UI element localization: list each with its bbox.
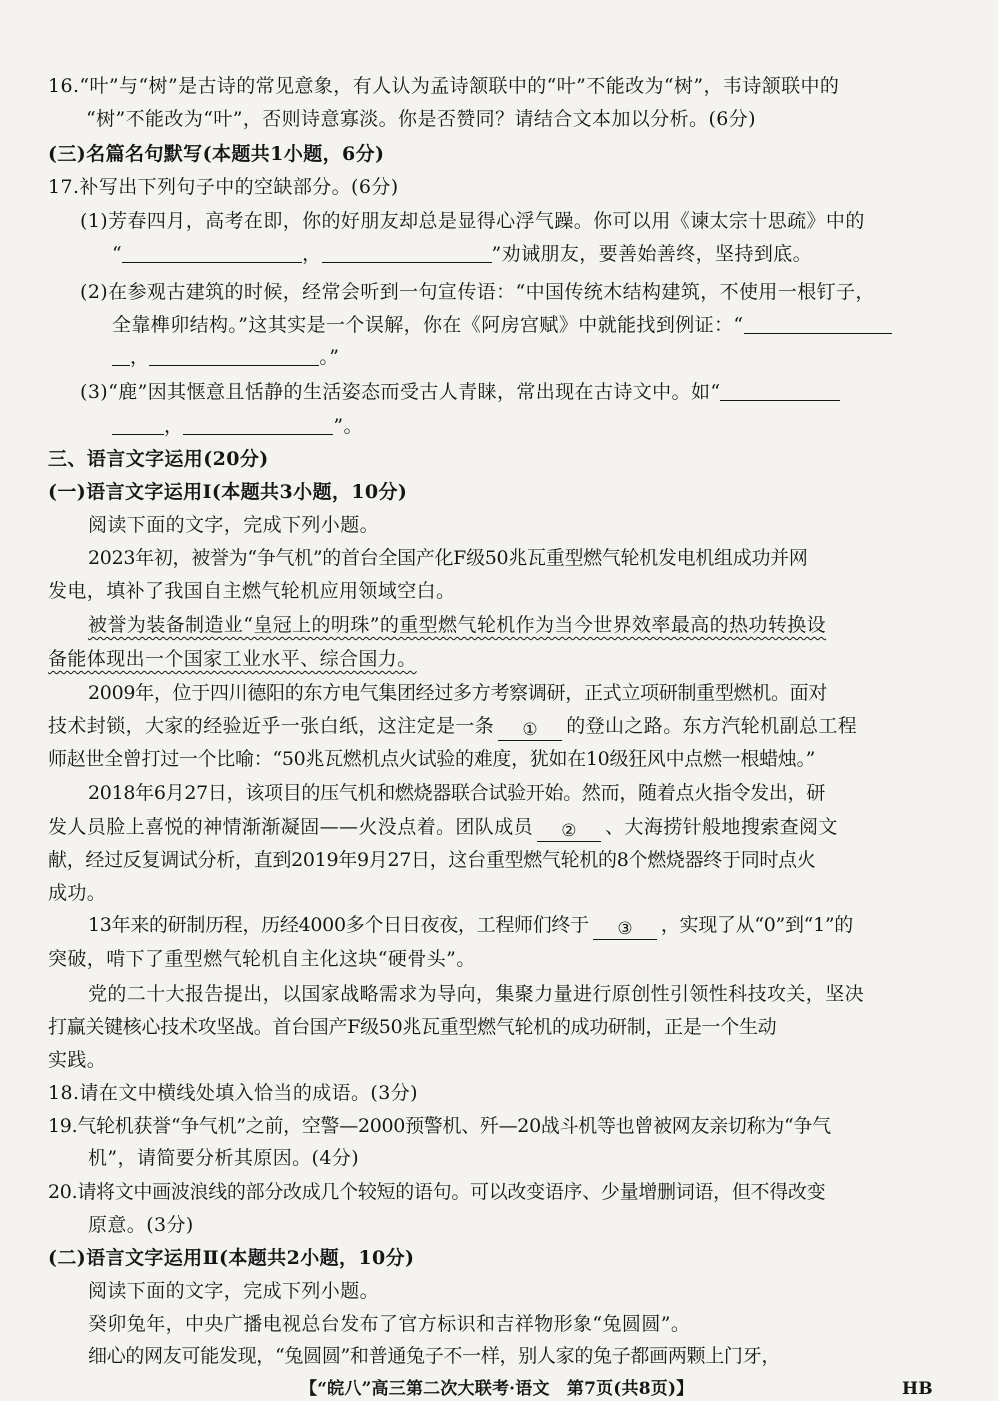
passage-para5-line2: 突破，啃下了重型燃气轮机自主化这块“硬骨头”。: [48, 948, 476, 970]
q19-line1: 19.气轮机获誉“争气机”之前，空警—2000预警机、歼—20战斗机等也曾被网友亲切称为“争气: [48, 1115, 831, 1137]
lang2-para2: 细心的网友可能发现，“兔圆圆”和普通兔子不一样，别人家的兔子都画两颗上门牙，: [88, 1345, 781, 1367]
lang2-heading: (二)语言文字运用Ⅱ(本题共2小题，10分): [48, 1247, 415, 1269]
passage-para4-line4: 成功。: [48, 882, 107, 904]
q20-line2: 原意。(3分): [88, 1214, 194, 1236]
wavy-underlined-sentence-line1: 被誉为装备制造业“皇冠上的明珠”的重型燃气轮机作为当今世界效率最高的热功转换设: [88, 614, 827, 636]
footer-tag: HB: [902, 1379, 933, 1399]
q16-line2: “树”不能改为“叶”，否则诗意寡淡。你是否赞同？请结合文本加以分析。(6分): [86, 108, 756, 130]
q18: 18.请在文中横线处填入恰当的成语。(3分): [48, 1082, 418, 1104]
q17-part3-line2: ， ”。: [112, 414, 363, 438]
q17-stem: 17.补写出下列句子中的空缺部分。(6分): [48, 176, 399, 198]
passage-para1-line1: 2023年初，被誉为“争气机”的首台全国产化F级50兆瓦重型燃气轮机发电机组成功并网: [88, 547, 808, 569]
lang1-instruction: 阅读下面的文字，完成下列小题。: [88, 514, 380, 536]
q17-part2-line2: 全靠榫卯结构。”这其实是一个误解，你在《阿房宫赋》中就能找到例证：“: [112, 313, 892, 337]
lang2-para1: 癸卯兔年，中央广播电视总台发布了官方标识和吉祥物形象“兔圆圆”。: [88, 1313, 691, 1335]
part3-heading: 三、语言文字运用(20分): [48, 448, 269, 470]
passage-para3-line2: 技术封锁，大家的经验近乎一张白纸，这注定是一条 ① 的登山之路。东方汽轮机副总工程: [48, 715, 858, 740]
passage-para4-line3: 献，经过反复调试分析，直到2019年9月27日，这台重型燃气轮机的8个燃烧器终于同时点火: [48, 849, 816, 871]
q17-part2-line1: (2)在参观古建筑的时候，经常会听到一句宣传语：“中国传统木结构建筑，不使用一根钉子，: [80, 281, 875, 303]
answer-blank[interactable]: [720, 380, 840, 401]
wavy-underlined-sentence-line2: 备能体现出一个国家工业水平、综合国力。: [48, 648, 417, 670]
idiom-blank-3[interactable]: ③: [593, 919, 657, 940]
lang1-heading: (一)语言文字运用Ⅰ(本题共3小题，10分): [48, 481, 408, 503]
q16-line1: 16.“叶”与“树”是古诗的常见意象，有人认为孟诗颔联中的“叶”不能改为“树”，韦诗颔联中的: [48, 75, 840, 97]
idiom-blank-2[interactable]: ②: [537, 821, 601, 842]
q17-part1-line1: (1)芳春四月，高考在即，你的好朋友却总是显得心浮气躁。你可以用《谏太宗十思疏》中的: [80, 210, 865, 232]
answer-blank[interactable]: [122, 242, 302, 263]
lang2-instruction: 阅读下面的文字，完成下列小题。: [88, 1280, 380, 1302]
passage-para3-line1: 2009年，位于四川德阳的东方电气集团经过多方考察调研，正式立项研制重型燃机。面对: [88, 682, 828, 704]
passage-para6-line3: 实践。: [48, 1049, 107, 1071]
answer-blank-cont[interactable]: [112, 345, 130, 366]
answer-blank[interactable]: [744, 313, 892, 334]
answer-blank-cont[interactable]: [112, 414, 164, 435]
page-footer: 【“皖八”高三第二次大联考·语文 第7页(共8页)】: [300, 1379, 694, 1399]
passage-para4-line2: 发人员脸上喜悦的神情渐渐凝固——火没点着。团队成员 ② 、大海捞针般地搜索查阅文: [48, 816, 838, 841]
section3-heading: (三)名篇名句默写(本题共1小题，6分): [48, 143, 385, 165]
passage-para6-line1: 党的二十大报告提出，以国家战略需求为导向，集聚力量进行原创性引领性科技攻关，坚决: [88, 983, 865, 1005]
q20-line1: 20.请将文中画波浪线的部分改成几个较短的语句。可以改变语序、少量增删词语，但不得改变: [48, 1181, 826, 1203]
q17-part2-line3: ， 。”: [112, 345, 339, 369]
q17-part3-line1: (3)“鹿”因其惬意且恬静的生活姿态而受古人青睐，常出现在古诗文中。如“: [80, 380, 840, 404]
passage-para6-line2: 打赢关键核心技术攻坚战。首台国产F级50兆瓦重型燃气轮机的成功研制，正是一个生动: [48, 1016, 777, 1038]
passage-para3-line3: 师赵世全曾打过一个比喻：“50兆瓦燃机点火试验的难度，犹如在10级狂风中点燃一根蜡烛。”: [48, 748, 816, 770]
passage-para4-line1: 2018年6月27日，该项目的压气机和燃烧器联合试验开始。然而，随着点火指令发出，研: [88, 782, 826, 804]
answer-blank[interactable]: [183, 414, 333, 435]
q19-line2: 机”，请简要分析其原因。(4分): [88, 1147, 360, 1169]
q17-part1-line2: “ ， ”劝诫朋友，要善始善终，坚持到底。: [112, 243, 813, 265]
idiom-blank-1[interactable]: ①: [498, 720, 562, 741]
passage-para1-line2: 发电，填补了我国自主燃气轮机应用领域空白。: [48, 580, 456, 602]
answer-blank[interactable]: [322, 242, 492, 263]
passage-para5-line1: 13年来的研制历程，历经4000多个日日夜夜，工程师们终于 ③ ，实现了从“0”到“1”的: [88, 914, 853, 939]
answer-blank[interactable]: [149, 345, 319, 366]
